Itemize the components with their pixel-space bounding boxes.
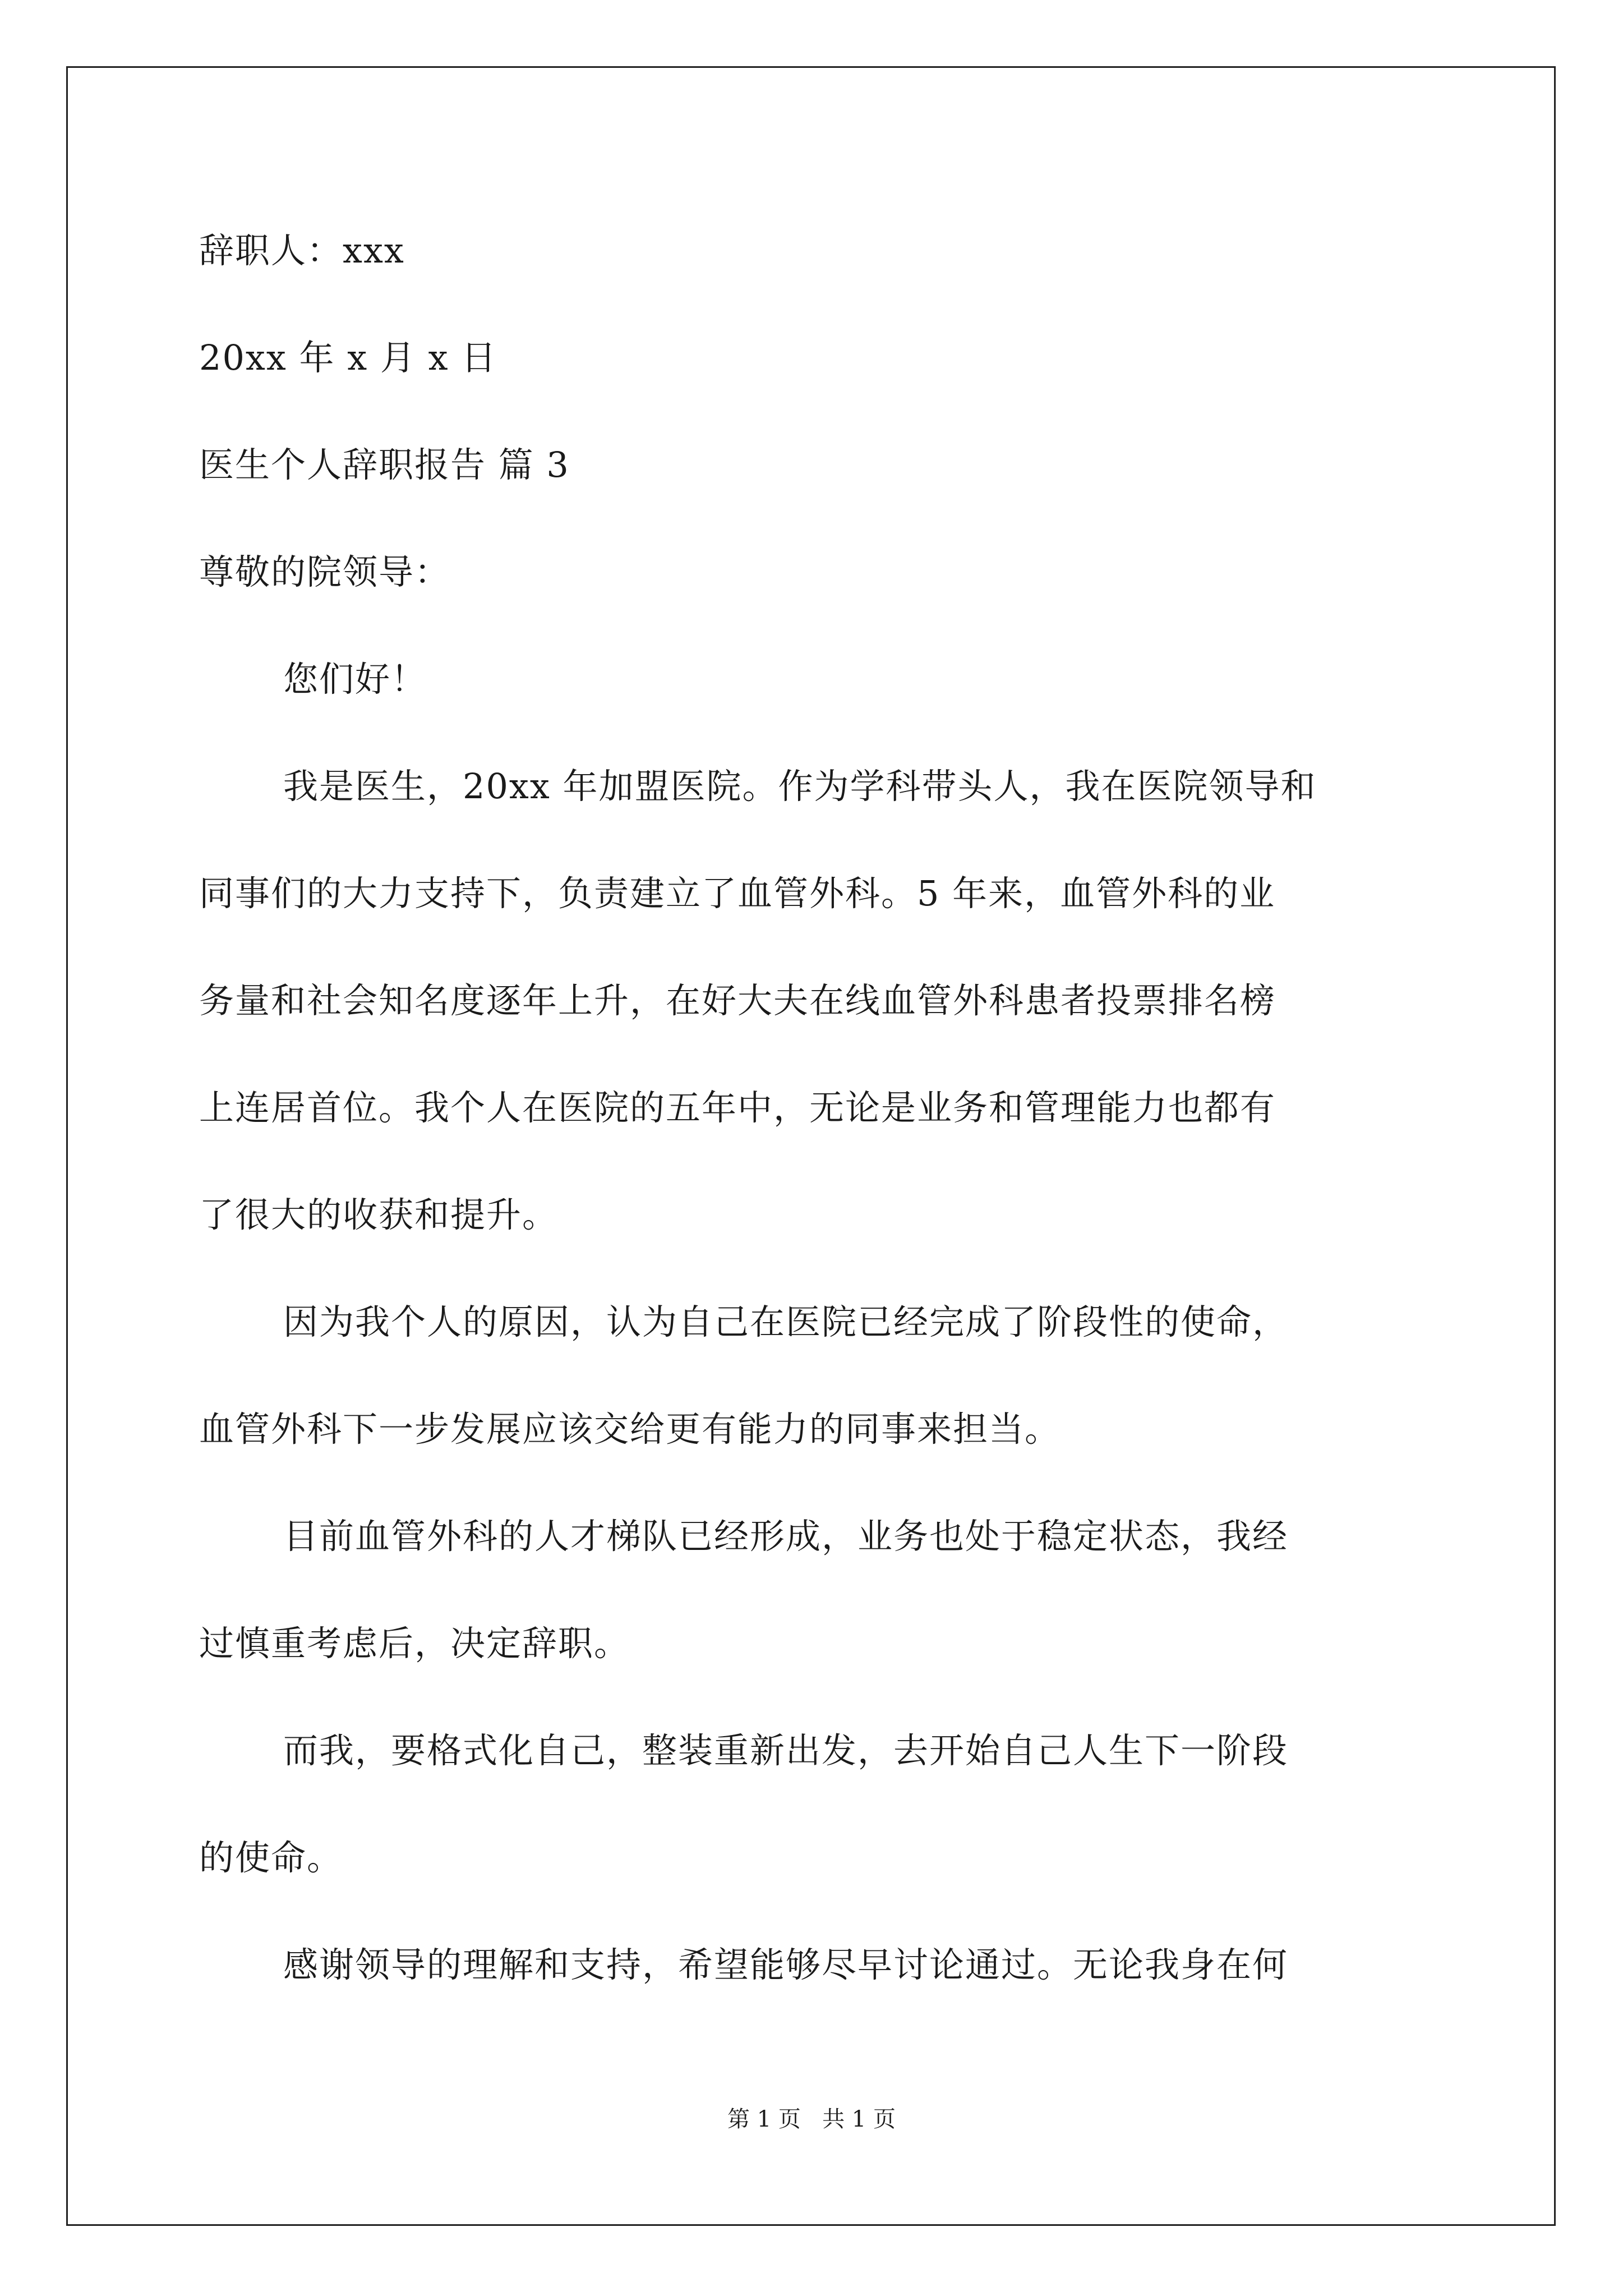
section-title: 医生个人辞职报告 篇 3 [199,444,570,485]
paragraph-line: 同事们的大力支持下，负责建立了血管外科。5 年来，血管外科的业 [199,873,1276,914]
paragraph-line: 我是医生，20xx 年加盟医院。作为学科带头人，我在医院领导和 [283,766,1317,807]
paragraph-line: 务量和社会知名度逐年上升，在好大夫在线血管外科患者投票排名榜 [199,980,1276,1021]
paragraph-line: 过慎重考虑后，决定辞职。 [199,1623,630,1664]
paragraph-line: 而我，要格式化自己，整装重新出发，去开始自己人生下一阶段 [283,1730,1289,1771]
paragraph-line: 目前血管外科的人才梯队已经形成，业务也处于稳定状态，我经 [283,1516,1289,1557]
paragraph-line: 血管外科下一步发展应该交给更有能力的同事来担当。 [199,1409,1061,1450]
paragraph-line: 的使命。 [199,1837,343,1878]
salutation: 尊敬的院领导： [199,551,451,592]
greeting: 您们好！ [283,659,427,700]
page-number-footer: 第 1 页 共 1 页 [727,2106,896,2132]
paragraph-line: 上连居首位。我个人在医院的五年中，无论是业务和管理能力也都有 [199,1087,1276,1128]
paragraph-line: 感谢领导的理解和支持，希望能够尽早讨论通过。无论我身在何 [283,1944,1289,1985]
date-line: 20xx 年 x 月 x 日 [199,337,497,378]
page-border [66,66,1556,2226]
resigner-line: 辞职人：xxx [199,230,405,271]
paragraph-line: 因为我个人的原因，认为自己在医院已经完成了阶段性的使命， [283,1301,1289,1342]
paragraph-line: 了很大的收获和提升。 [199,1194,559,1235]
